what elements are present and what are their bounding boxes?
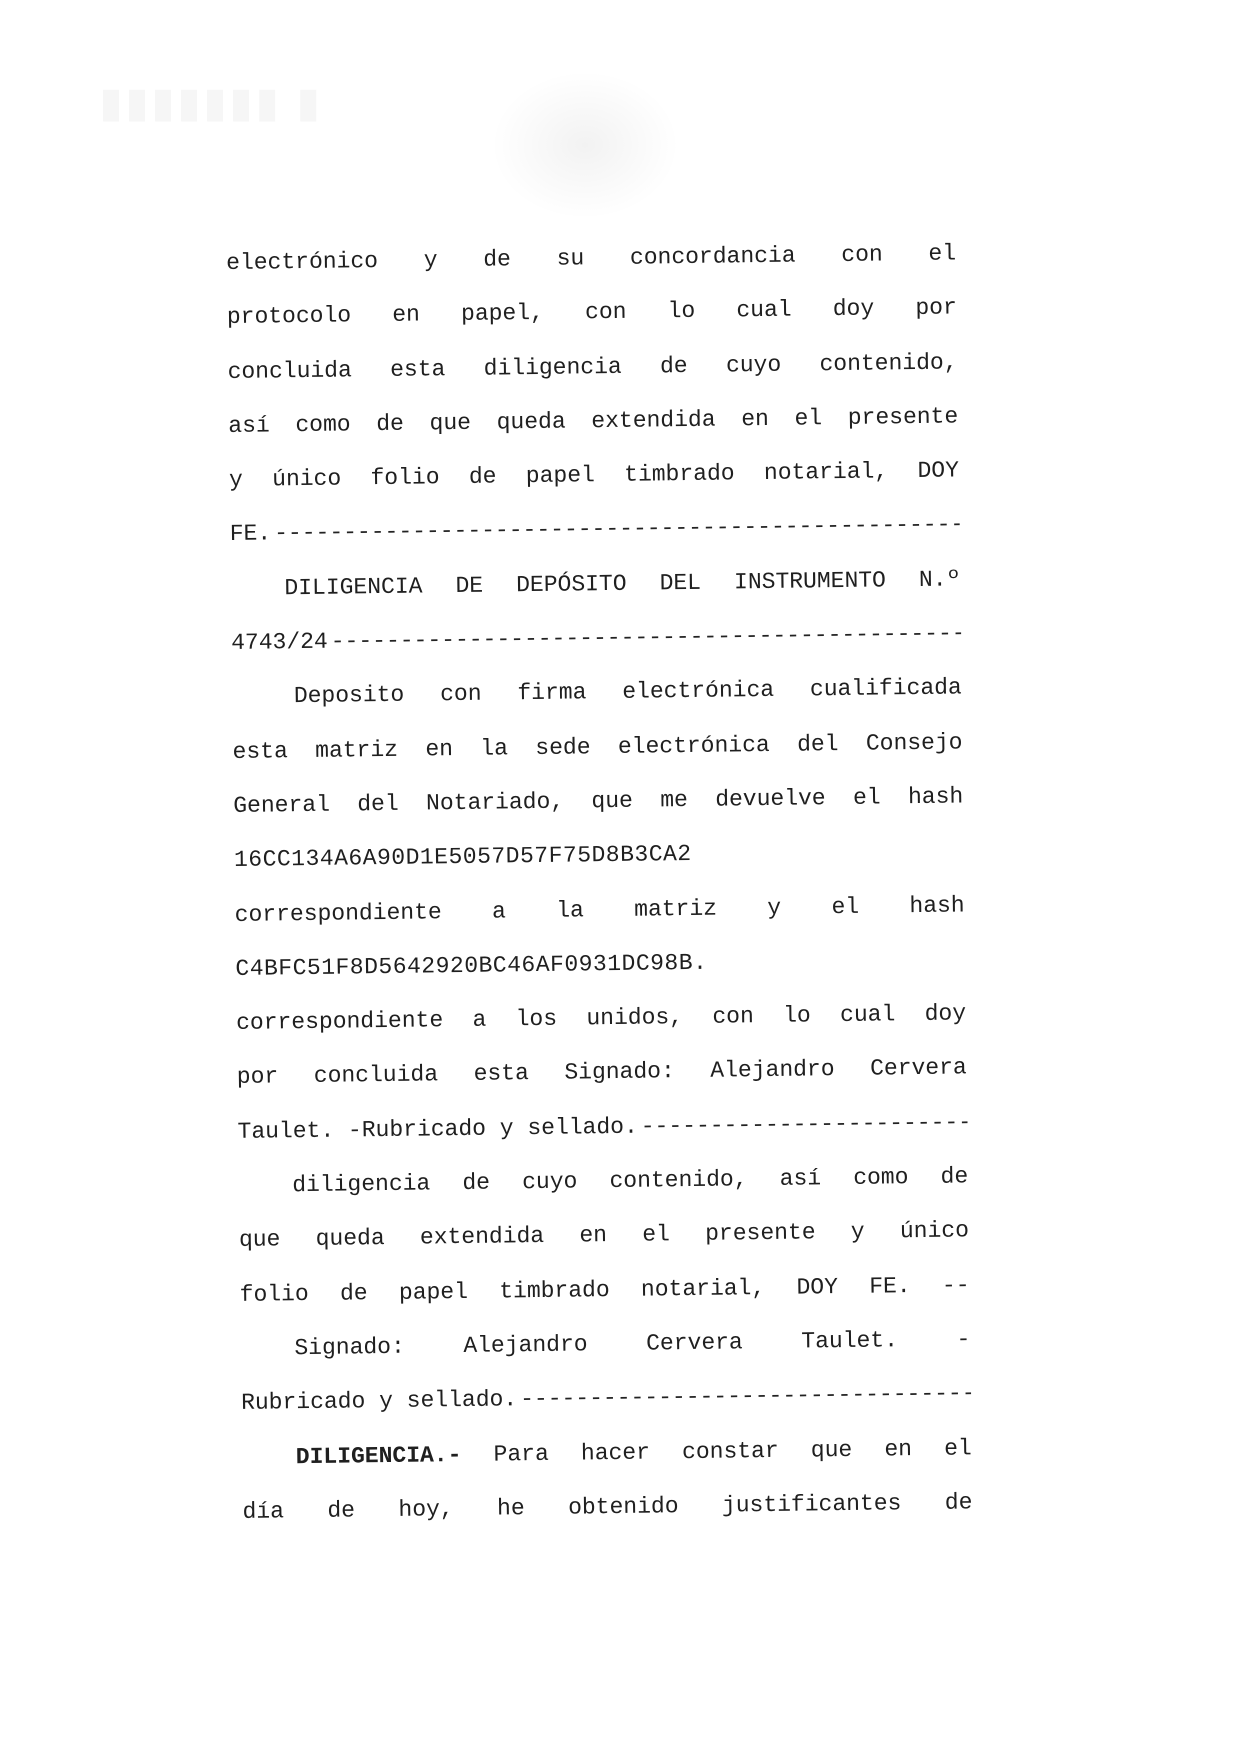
word: así xyxy=(228,412,270,439)
section-heading-deposit xyxy=(230,564,961,628)
signature-line xyxy=(237,1107,968,1171)
dash-filler xyxy=(641,1107,968,1141)
word: -- xyxy=(941,1271,970,1299)
word: General xyxy=(233,791,331,819)
signature-line xyxy=(240,1324,971,1388)
word: los xyxy=(515,1005,558,1033)
word: hoy, xyxy=(398,1495,454,1523)
word: presente xyxy=(847,403,959,431)
word: como xyxy=(295,411,351,438)
word: que xyxy=(238,1226,281,1254)
word: protocolo xyxy=(226,302,352,331)
word: Signado: xyxy=(294,1333,405,1362)
word: el xyxy=(852,784,881,811)
word: DE xyxy=(455,572,484,599)
word: justificantes xyxy=(721,1490,902,1519)
word: 16CC134A6A90D1E5057D57F75D8B3CA2 xyxy=(233,841,692,874)
text-line xyxy=(232,727,963,791)
word: lo xyxy=(782,1002,811,1029)
word: esta xyxy=(389,355,446,383)
word: en xyxy=(741,405,770,433)
notarial-document-page xyxy=(226,238,973,1551)
word: contenido, xyxy=(609,1166,748,1195)
word: matriz xyxy=(315,736,399,764)
word: matriz xyxy=(634,895,718,923)
diligencia-heading-line xyxy=(242,1433,973,1497)
word: C4BFC51F8D5642920BC46AF0931DC98B. xyxy=(235,949,708,982)
word: día xyxy=(242,1498,285,1525)
word: de xyxy=(339,1279,368,1307)
word: 4743/24 xyxy=(231,628,328,657)
word: Taulet. -Rubricado y sellado. xyxy=(237,1113,638,1145)
word: con xyxy=(439,681,482,708)
text-line xyxy=(238,1161,969,1225)
word: electrónica xyxy=(617,731,770,760)
word: de xyxy=(468,463,497,491)
word: DEL xyxy=(659,569,702,597)
word: con xyxy=(712,1003,754,1030)
word: de xyxy=(940,1163,969,1190)
word: concluida xyxy=(227,356,353,385)
dash-filler xyxy=(520,1379,971,1415)
word: - xyxy=(956,1326,971,1353)
word: presente xyxy=(704,1219,816,1248)
text-line xyxy=(240,1270,971,1334)
word: la xyxy=(556,896,585,924)
word: hash xyxy=(907,783,964,811)
text-line xyxy=(239,1216,970,1280)
word: diligencia xyxy=(292,1170,431,1199)
text-line xyxy=(237,1053,968,1117)
word: queda xyxy=(315,1225,385,1253)
word: Consejo xyxy=(865,729,963,757)
word: de xyxy=(327,1497,356,1524)
word: notarial, xyxy=(640,1274,766,1303)
word: DOY xyxy=(917,457,960,485)
word: como xyxy=(853,1164,909,1191)
faded-header-stamp xyxy=(100,80,323,126)
word: obtenido xyxy=(567,1493,679,1521)
word: hacer xyxy=(580,1439,651,1466)
word: en xyxy=(579,1222,608,1249)
word: DOY xyxy=(796,1273,839,1301)
text-line xyxy=(232,673,963,737)
word: el xyxy=(928,240,957,267)
hash-matriz xyxy=(234,836,965,900)
hash-unidos xyxy=(235,944,966,1008)
instrument-number-line xyxy=(231,618,962,682)
word: con xyxy=(584,299,627,326)
text-line xyxy=(235,890,966,954)
word: extendida xyxy=(419,1223,545,1251)
word: timbrado xyxy=(499,1276,610,1305)
text-line xyxy=(227,293,958,357)
word: lo xyxy=(667,298,696,325)
word: me xyxy=(660,786,689,814)
word: que xyxy=(810,1436,853,1463)
word: Deposito xyxy=(293,682,405,710)
word: contenido, xyxy=(819,349,958,377)
word: Taulet. xyxy=(801,1327,899,1355)
word: papel, xyxy=(460,300,545,328)
word: a xyxy=(472,1006,487,1033)
word: electrónica xyxy=(622,677,775,706)
word: queda xyxy=(496,408,566,436)
word: del xyxy=(357,790,399,818)
word: firma xyxy=(517,679,587,707)
word: DILIGENCIA xyxy=(284,573,423,602)
word: extendida xyxy=(591,406,716,435)
word: en xyxy=(425,735,454,763)
word: el xyxy=(831,893,860,920)
word: FE. xyxy=(869,1272,911,1300)
word: correspondiente xyxy=(235,1007,444,1037)
word: cualificada xyxy=(809,674,962,703)
word: electrónico xyxy=(226,248,379,276)
word: de xyxy=(483,246,512,273)
word: concordancia xyxy=(629,242,796,271)
word: esta xyxy=(473,1060,530,1088)
word: la xyxy=(480,735,509,762)
word: de xyxy=(659,352,688,379)
word: Alejandro xyxy=(463,1331,588,1359)
word: Rubricado y sellado. xyxy=(240,1386,518,1417)
word: papel xyxy=(525,462,596,490)
word: Cervera xyxy=(869,1054,967,1083)
word: notarial, xyxy=(763,458,889,487)
text-line xyxy=(228,401,959,465)
word: en xyxy=(392,301,421,329)
word: y xyxy=(423,247,438,274)
word: por xyxy=(915,294,957,322)
word: timbrado xyxy=(624,460,735,488)
word: único xyxy=(272,465,342,493)
word: sede xyxy=(535,733,591,761)
word: Para xyxy=(493,1440,549,1468)
word: esta xyxy=(232,737,288,765)
word: de xyxy=(944,1489,973,1516)
word: cual xyxy=(736,296,792,324)
text-line xyxy=(226,238,957,302)
word: único xyxy=(899,1217,970,1245)
word: que xyxy=(591,787,634,815)
word: a xyxy=(491,897,507,925)
word: en xyxy=(884,1435,913,1463)
word: hash xyxy=(909,891,965,919)
word: Alejandro xyxy=(710,1056,835,1085)
word: así xyxy=(779,1165,822,1192)
word: papel xyxy=(398,1278,469,1306)
word: y xyxy=(850,1219,865,1246)
word: cuyo xyxy=(725,351,782,379)
word: por xyxy=(236,1063,279,1091)
word: DEPÓSITO xyxy=(516,570,627,599)
word: doy xyxy=(924,1000,967,1028)
word: cuyo xyxy=(522,1168,578,1196)
word: N.º xyxy=(918,566,961,593)
text-line xyxy=(229,456,960,520)
word: folio xyxy=(239,1280,309,1308)
word: devuelve xyxy=(715,785,826,813)
word: que xyxy=(429,409,472,437)
text-line xyxy=(236,999,967,1063)
signature-line xyxy=(241,1379,972,1443)
word: de xyxy=(376,410,405,437)
word: su xyxy=(556,245,585,272)
word: Cervera xyxy=(645,1329,743,1357)
word: constar xyxy=(681,1437,779,1465)
word: diligencia xyxy=(483,353,622,382)
word: concluida xyxy=(313,1061,439,1090)
word: de xyxy=(462,1169,491,1197)
text-line xyxy=(233,781,964,845)
word: INSTRUMENTO xyxy=(733,567,887,596)
word: cual xyxy=(839,1001,896,1029)
diligencia-label: DILIGENCIA.- xyxy=(295,1441,462,1470)
word: el xyxy=(642,1221,671,1248)
word: del xyxy=(796,730,839,758)
word: folio xyxy=(370,464,440,492)
word: con xyxy=(841,241,883,268)
word: el xyxy=(794,405,823,432)
word: unidos, xyxy=(586,1004,684,1032)
word: he xyxy=(496,1495,525,1522)
text-line xyxy=(227,347,958,411)
word: y xyxy=(228,466,244,494)
word: el xyxy=(943,1434,972,1462)
word: FE. xyxy=(229,520,272,548)
word: correspondiente xyxy=(234,898,442,928)
faded-notary-seal xyxy=(490,70,680,220)
text-line-with-dash-filler xyxy=(230,510,961,574)
text-line xyxy=(242,1487,973,1551)
word: y xyxy=(767,894,782,921)
word: Notariado, xyxy=(425,788,565,817)
word: Signado: xyxy=(564,1058,675,1087)
word: doy xyxy=(832,295,875,323)
